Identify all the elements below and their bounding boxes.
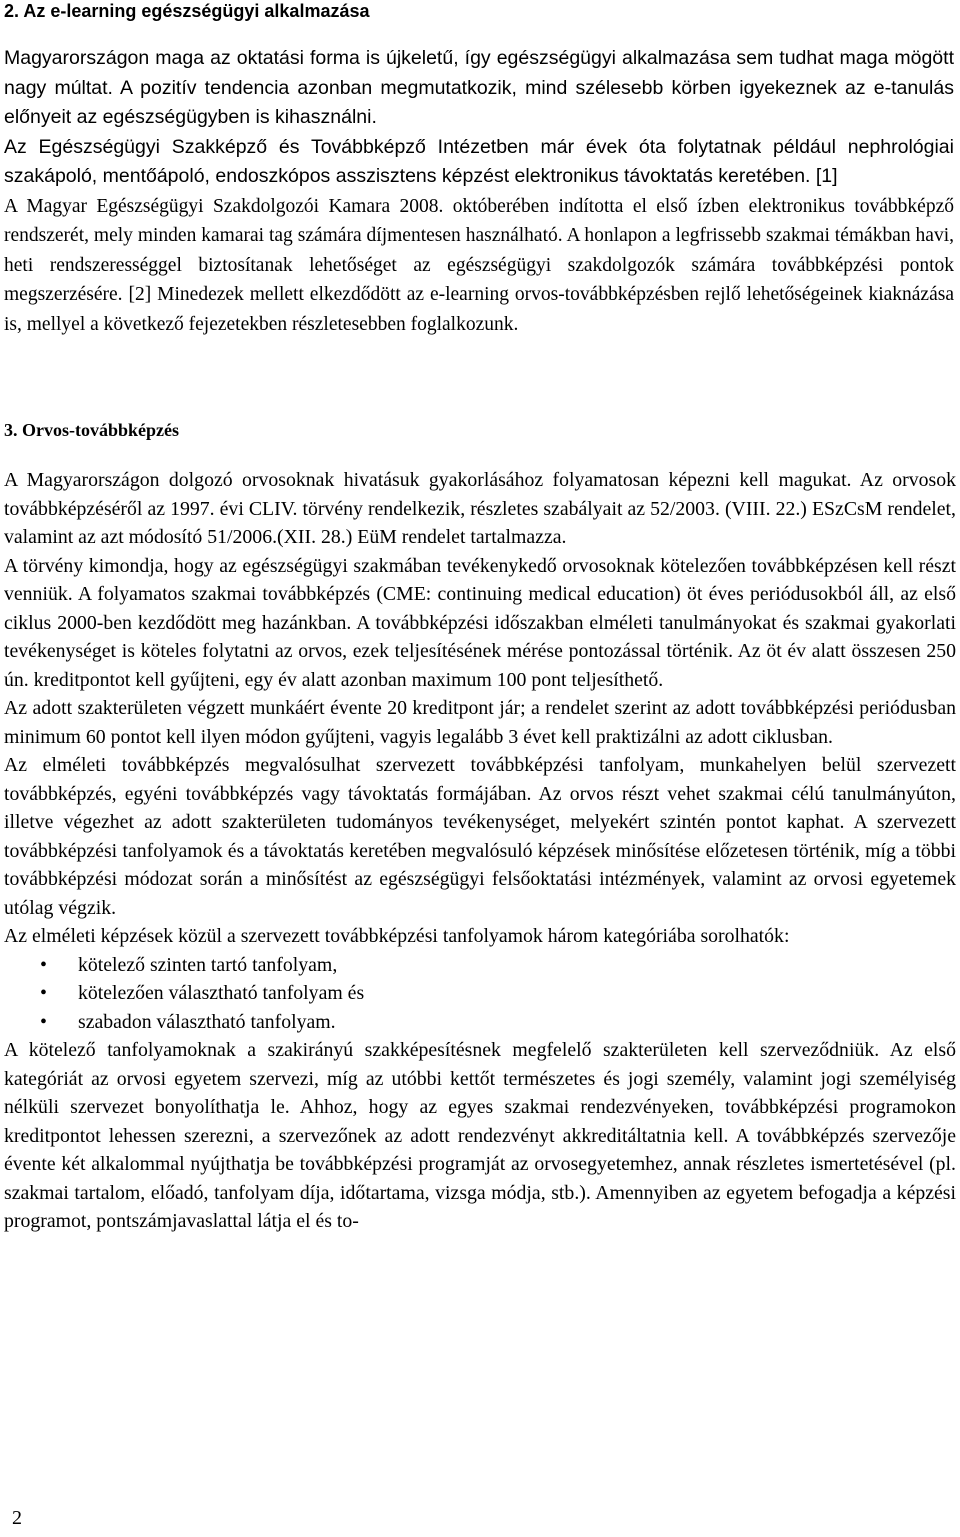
list-item (4, 979, 956, 1008)
paragraph: Az elméleti képzések közül a szervezett továbbképzési tanfolyamok három kategóriába sorolhatók: (4, 925, 790, 947)
paragraph: Az Egészségügyi Szakképző és Továbbképző Intézetben már évek óta folytatnak például nephrológiai szakápoló, mentőápoló, endoszkópos asszisztens képzést elektronikus távoktatás keretében. [1] (4, 135, 954, 187)
paragraph: Magyarországon maga az oktatási forma is újkeletű, így egészségügyi alkalmazása sem tudhat maga mögött nagy múltat. A pozitív tendencia azonban megmutatkozik, mind szélesebb körben igyekeznek az e-tanulás előnyeit az egészségügyben is kihasználni. (4, 47, 954, 128)
paragraph: A törvény kimondja, hogy az egészségügyi szakmában tevékenykedő orvosoknak kötelezően továbbképzésen kell részt venniük. A folyamatos szakmai továbbképzés (CME: continuing medical education) öt éves periódusokból áll, az első ciklus 2000-ben kezdődött meg hazánkban. A továbbképzési időszakban elméleti tanulmányokat és szakmai gyakorlati tevékenységet is köteles folytatni az orvos, ezek teljesítésének mérése pontozással történik. Az öt év alatt összesen 250 ún. kreditpontot kell gyűjteni, egy év alatt azonban maximum 100 pont teljesíthető. (4, 554, 956, 691)
list-item-text: kötelezően választható tanfolyam és (78, 982, 365, 1004)
list-item-text: szabadon választható tanfolyam. (78, 1010, 336, 1033)
paragraph: Az elméleti továbbképzés megvalósulhat szervezett továbbképzési tanfolyam, munkahelyen belül szervezett továbbképzés, egyéni továbbképzés vagy távoktatás formájában. Az orvos részt vehet szakmai célú tanulmányúton, illetve végezhet az adott szakterületen tudományos tevékenységet, melyekért szintén pontot kaphat. A szervezett továbbképzési tanfolyamok és a távoktatás keretében megvalósuló képzések minősítése előzetesen történik, míg a többi továbbképzési módozat során a minősítést az egészségügyi felsőoktatási intézmények, valamint az orvosi egyetemek utólag végzik. (4, 754, 956, 919)
bullet-icon: • (40, 953, 47, 976)
bullet-icon: • (40, 982, 47, 1004)
section-heading-e-learning: 2. Az e-learning egészségügyi alkalmazása (4, 1, 370, 21)
section-e-learning-body (4, 44, 954, 339)
section-heading-orvos-tovabbkepzes: 3. Orvos-továbbképzés (4, 420, 179, 440)
list-item-text: kötelező szinten tartó tanfolyam, (78, 953, 338, 976)
paragraph: A Magyar Egészségügyi Szakdolgozói Kamara 2008. októberében indította el első ízben elektronikus továbbképző rendszerét, mely minden kamarai tag számára díjmentesen használható. A honlapon a legfrissebb szakmai témákban havi, heti rendszerességgel biztosítanak lehetőséget az egészségügyi szakdolgozók számára továbbképzési pontok megszerzésére. [2] Minedezek mellett elkezdődött az e-learning orvos-továbbképzésben rejlő lehetőségeinek kiaknázása is, mellyel a következő fejezetekben részletesebben foglalkozunk. (4, 195, 954, 335)
bullet-icon: • (40, 1010, 47, 1033)
paragraph: Az adott szakterületen végzett munkáért évente 20 kreditpont jár; a rendelet szerint az adott továbbképzési periódusban minimum 60 pontot kell ilyen módon gyűjteni, vagyis legalább 3 évet kell praktizálni az adott ciklusban. (4, 697, 956, 748)
paragraph: A Magyarországon dolgozó orvosoknak hivatásuk gyakorlásához folyamatosan képezni kell magukat. Az orvosok továbbképzéséről az 1997. évi CLIV. törvény rendelkezik, részletes szabályait az 52/2003. (VIII. 22.) ESzCsM rendelet, valamint az azt módosító 51/2006.(XII. 28.) EüM rendelet tartalmazza. (4, 469, 956, 548)
paragraph: A kötelező tanfolyamoknak a szakirányú szakképesítésnek megfelelő szakterületen kell szerveződniük. Az első kategóriát az orvosi egyetem szervezi, míg az utóbbi kettőt természetes és jogi személy, valamint jogi személyiség nélküli szervezet bonyolíthatja le. Ahhoz, hogy az egyes szakmai rendezvényeken, továbbképzési programokon kreditpontot lehessen szerezni, a szervezőnek az adott rendezvényt akkreditáltatnia kell. A továbbképzés szervezője évente két alkalommal nyújthatja be továbbképzési programját az orvosegyetemhez, annak részletes ismertetésével (pl. szakmai tartalom, előadó, tanfolyam díja, időtartama, vizsga módja, stb.). Amennyiben az egyetem befogadja a képzési programot, pontszámjavaslattal látja el és to- (4, 1039, 956, 1232)
list-item (4, 951, 956, 980)
list-item (4, 1008, 956, 1037)
page-number: 2 (12, 1507, 22, 1529)
category-list (4, 951, 956, 1037)
section-orvos-tovabbkepzes-body (4, 466, 956, 1236)
